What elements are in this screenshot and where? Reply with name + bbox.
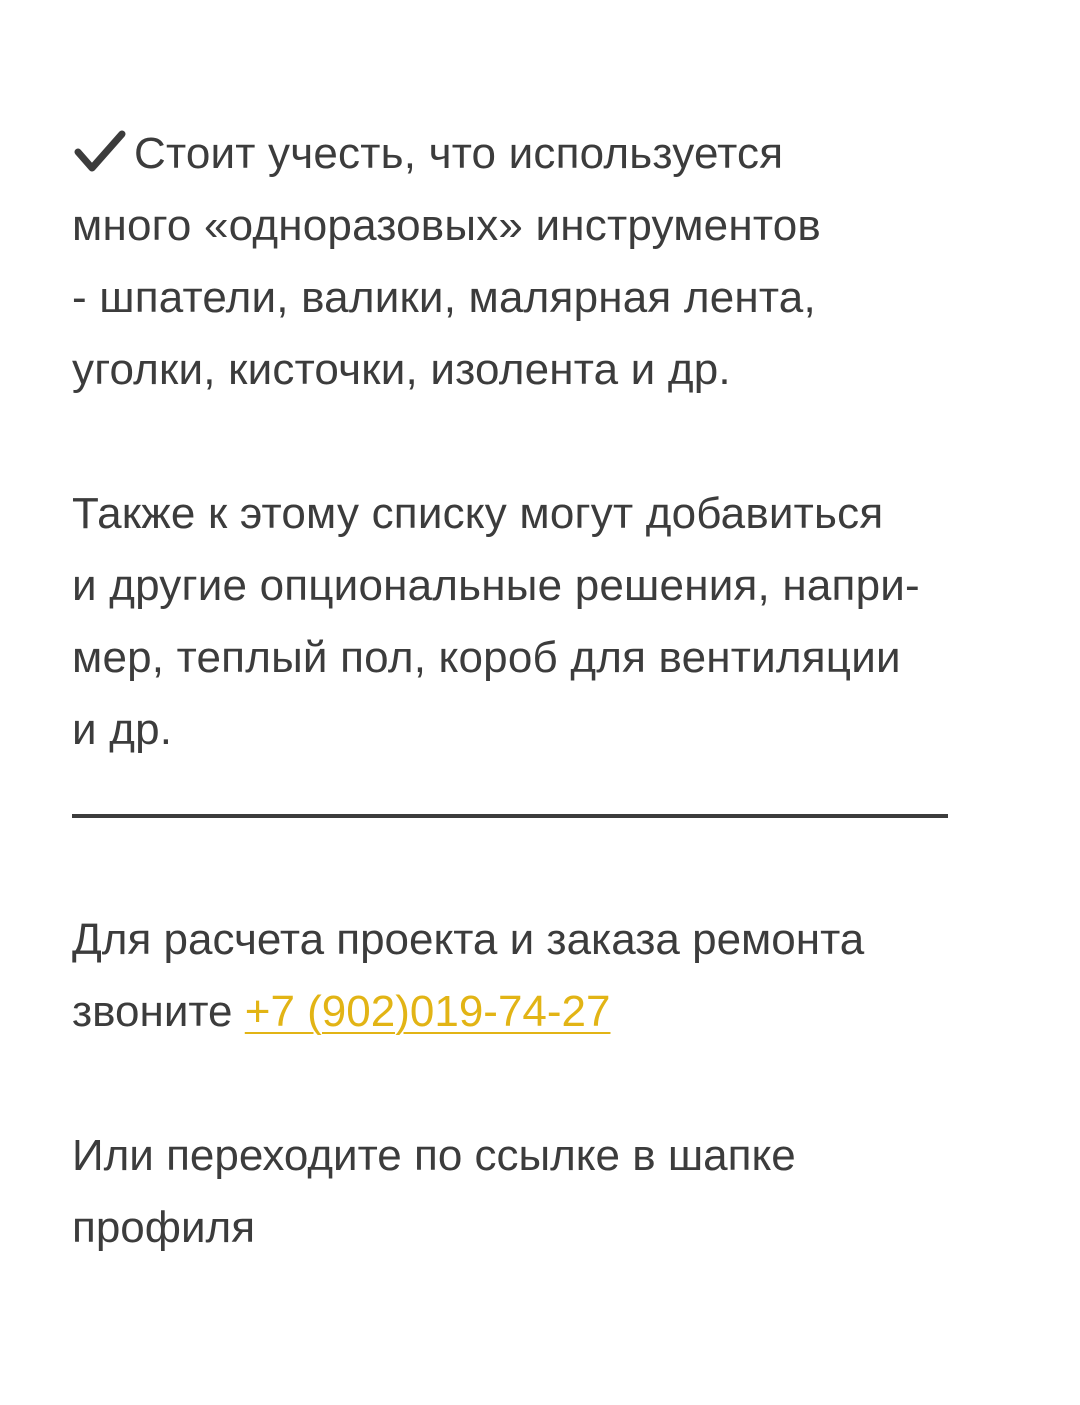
text-line (72, 976, 1012, 1048)
text-line: профиля (72, 1203, 256, 1252)
cta-prefix: звоните (72, 987, 245, 1036)
text-line-content: Стоит учесть, что используется (134, 129, 784, 178)
text-line: и др. (72, 705, 173, 754)
paragraph-options (72, 478, 1012, 766)
divider-line (72, 814, 948, 818)
call-to-action (72, 904, 1012, 1048)
text-line: много «одноразовых» инструментов (72, 201, 821, 250)
paragraph-gap (72, 406, 1012, 478)
check-icon (72, 130, 128, 174)
text-line: Также к этому списку могут добавиться (72, 489, 884, 538)
text-line: - шпатели, валики, малярная лента, (72, 273, 816, 322)
text-line: и другие опциональные решения, напри- (72, 561, 920, 610)
post-text (72, 118, 1012, 766)
profile-link-note (72, 1120, 1012, 1264)
text-line (72, 118, 1012, 190)
phone-link[interactable]: +7 (902)019-74-27 (244, 987, 611, 1036)
text-line: мер, теплый пол, короб для вентиляции (72, 633, 901, 682)
paragraph-tools (72, 118, 1012, 406)
text-line: Или переходите по ссылке в шапке (72, 1131, 796, 1180)
text-line: уголки, кисточки, изолента и др. (72, 345, 731, 394)
text-line: Для расчета проекта и заказа ремонта (72, 915, 865, 964)
